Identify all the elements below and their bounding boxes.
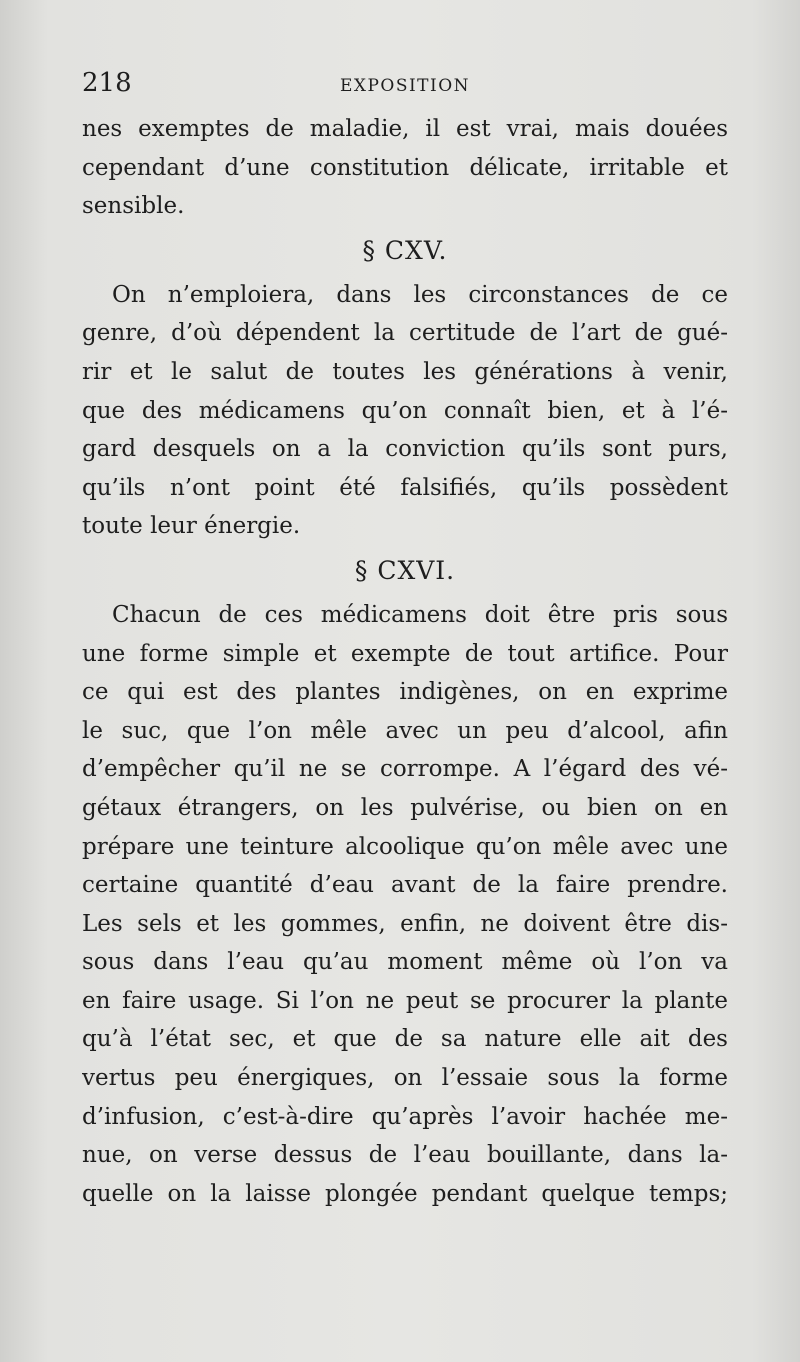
running-head: EXPOSITION [339,76,471,96]
text-line: On n’emploiera, dans les circonstances de ce [112,281,728,308]
text-line: Chacun de ces médicamens doit être pris sous [112,601,728,628]
paragraph-2 [82,276,728,546]
section-heading: § CXV. [362,235,448,265]
text-line: d’infusion, c’est-à-dire qu’après l’avoir hachée me- [82,1103,728,1130]
text-line: sous dans l’eau qu’au moment même où l’on va [82,949,728,976]
text-line: que des médicamens qu’on connaît bien, et à l’é- [82,397,728,424]
text-line: une forme simple et exempte de tout artifice. Pour [82,640,728,667]
page-header [82,68,728,102]
text-line: vertus peu énergiques, on l’essaie sous la forme [82,1065,728,1092]
text-line: en faire usage. Si l’on ne peut se procurer la plante [82,987,728,1014]
body-text [82,110,728,1213]
text-line: quelle on la laisse plongée pendant quelque temps; [82,1180,728,1207]
text-line: certaine quantité d’eau avant de la faire prendre. [82,872,728,899]
text-line: Les sels et les gommes, enfin, ne doivent être dis- [82,910,728,937]
text-line: genre, d’où dépendent la certitude de l’art de gué- [82,320,728,347]
section-heading: § CXVI. [354,555,456,585]
text-line: sensible. [82,193,185,220]
text-line: nue, on verse dessus de l’eau bouillante, dans la- [82,1142,728,1169]
text-line: gard desquels on a la conviction qu’ils sont purs, [82,436,728,463]
text-line: qu’à l’état sec, et que de sa nature elle ait des [82,1026,728,1053]
text-line: nes exemptes de maladie, il est vrai, mais douées [82,116,728,142]
text-line: gétaux étrangers, on les pulvérise, ou bien on en [82,794,728,821]
text-line: d’empêcher qu’il ne se corrompe. A l’égard des vé- [82,756,728,783]
text-line: le suc, que l’on mêle avec un peu d’alcool, afin [82,717,728,744]
text-line: ce qui est des plantes indigènes, on en exprime [82,679,728,706]
text-line: toute leur énergie. [82,513,301,540]
paragraph-3 [82,596,728,1214]
text-line: cependant d’une constitution délicate, irritable et [82,154,728,181]
page-number: 218 [82,68,132,98]
text-line: rir et le salut de toutes les générations à venir, [82,358,728,385]
text-line: prépare une teinture alcoolique qu’on mêle avec une [82,833,728,860]
text-line: qu’ils n’ont point été falsifiés, qu’ils possèdent [82,474,728,501]
paragraph-1 [82,110,728,226]
